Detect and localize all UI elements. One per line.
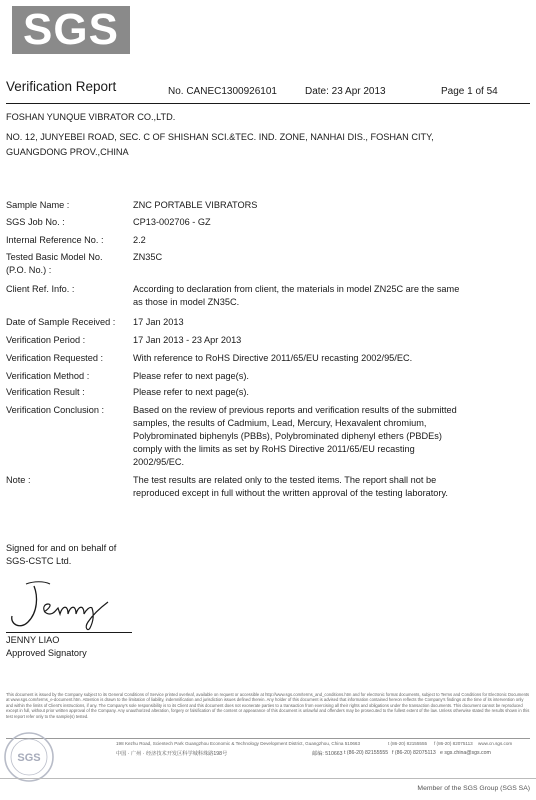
- header-divider: [6, 103, 530, 104]
- footer-fax-en: f (86-20) 82075113: [434, 741, 473, 746]
- footer-email: e sgs.china@sgs.com: [440, 750, 491, 756]
- terms-text: This document is issued by the Company subject to its General Conditions of Service printed overleaf, available on request or accessible at http://www.sgs.com/terms_and_conditions.htm and for electronic format documents, subject to Terms and Conditions for Electronic Documents at www.sgs.com/terms_e-document.htm. Attention is drawn to the limitation of liability, indemnification and jurisdiction issues defined therein. Any holder of this document is advised that information contained hereon reflects the Company's findings at the time of its intervention only and within the limits of Client's instructions, if any. The Company's sole responsibility is to its Client and this document does not exonerate parties to a transaction from exercising all their rights and obligations under the transaction documents. This document cannot be reproduced except in full, without prior written approval of the Company. Any unauthorized alteration, forgery or falsification of the content or appearance of this document is unlawful and offenders may be prosecuted to the fullest extent of the law. Unless otherwise stated the results shown in this test report refer only to the sample(s) tested.: [6, 692, 530, 719]
- field-label: Verification Result :: [6, 387, 85, 397]
- footer-divider: [6, 738, 530, 739]
- field-value: 2.2: [133, 235, 146, 245]
- field-label: Client Ref. Info. :: [6, 284, 75, 294]
- field-value: 17 Jan 2013: [133, 317, 184, 327]
- report-number: No. CANEC1300926101: [168, 86, 277, 97]
- company-seal: [2, 730, 56, 784]
- footer-post-cn: 邮编: 510663: [312, 751, 343, 757]
- field-label: Internal Reference No. :: [6, 235, 104, 245]
- field-value: 17 Jan 2013 - 23 Apr 2013: [133, 335, 242, 345]
- signature-line: [6, 632, 132, 633]
- field-label: Note :: [6, 475, 31, 485]
- field-label: Tested Basic Model No.: [6, 252, 103, 262]
- field-value: Please refer to next page(s).: [133, 387, 249, 397]
- sgs-logo: SGS: [12, 6, 130, 54]
- footer-address-cn: 中国 · 广州 · 经济技术开发区科学城科珠路198号: [116, 751, 228, 757]
- field-label: Verification Conclusion :: [6, 405, 105, 415]
- footer-tel-en: t (86-20) 82155555: [388, 741, 428, 746]
- report-date: Date: 23 Apr 2013: [305, 86, 386, 97]
- signatory-name: JENNY LIAO: [6, 635, 60, 645]
- terms-fine-print: [6, 692, 530, 719]
- field-label: SGS Job No. :: [6, 217, 65, 227]
- field-value: ZN35C: [133, 252, 163, 262]
- conclusion-line: samples, the results of Cadmium, Lead, Mercury, Hexavalent chromium,: [133, 418, 427, 428]
- conclusion-line: Polybrominated biphenyls (PBBs), Polybrominated diphenyl ethers (PBDEs): [133, 431, 442, 441]
- field-label: Verification Method :: [6, 371, 90, 381]
- signed-on-behalf: Signed for and on behalf of: [6, 543, 117, 553]
- client-address-line-1: NO. 12, JUNYEBEI ROAD, SEC. C OF SHISHAN SCI.&TEC. IND. ZONE, NANHAI DIS., FOSHAN CITY,: [6, 132, 434, 142]
- footer-bottom-rule: [0, 778, 536, 779]
- seal-text: SGS: [17, 752, 41, 764]
- footer-address-en: 198 Kezhu Road, Scientech Park Guangzhou Economic & Technology Development District, Guangzhou, China 510663: [116, 741, 361, 746]
- field-label: Date of Sample Received :: [6, 317, 116, 327]
- conclusion-line: Based on the review of previous reports and verification results of the submitted: [133, 405, 457, 415]
- handwritten-signature: [4, 578, 139, 634]
- field-label: Sample Name :: [6, 200, 70, 210]
- footer-tel-cn: t (86-20) 82155555: [344, 750, 389, 756]
- client-address-line-2: GUANGDONG PROV.,CHINA: [6, 147, 129, 157]
- field-value: as those in model ZN35C.: [133, 297, 240, 307]
- client-name: FOSHAN YUNQUE VIBRATOR CO.,LTD.: [6, 112, 176, 122]
- field-value: With reference to RoHS Directive 2011/65/EU recasting 2002/95/EC.: [133, 353, 413, 363]
- field-value: Please refer to next page(s).: [133, 371, 249, 381]
- report-title: Verification Report: [6, 79, 117, 94]
- note-line: reproduced except in full without the written approval of the testing laboratory.: [133, 488, 448, 498]
- field-value: According to declaration from client, the materials in model ZN25C are the same: [133, 284, 460, 294]
- footer-web: www.cn.sgs.com: [478, 741, 513, 746]
- field-value: CP13-002706 - GZ: [133, 217, 211, 227]
- field-label: Verification Period :: [6, 335, 86, 345]
- field-value: ZNC PORTABLE VIBRATORS: [133, 200, 258, 210]
- signed-company: SGS-CSTC Ltd.: [6, 556, 72, 566]
- conclusion-line: comply with the limits as set by RoHS Directive 2011/65/EU recasting: [133, 444, 415, 454]
- footer-fax-cn: f (86-20) 82075113: [392, 750, 436, 756]
- signatory-title: Approved Signatory: [6, 648, 87, 658]
- member-of-group: Member of the SGS Group (SGS SA): [417, 785, 530, 792]
- field-label: (P.O. No.) :: [6, 265, 52, 275]
- conclusion-line: 2002/95/EC.: [133, 457, 185, 467]
- field-label: Verification Requested :: [6, 353, 104, 363]
- note-line: The test results are related only to the tested items. The report shall not be: [133, 475, 437, 485]
- page-indicator: Page 1 of 54: [441, 86, 498, 97]
